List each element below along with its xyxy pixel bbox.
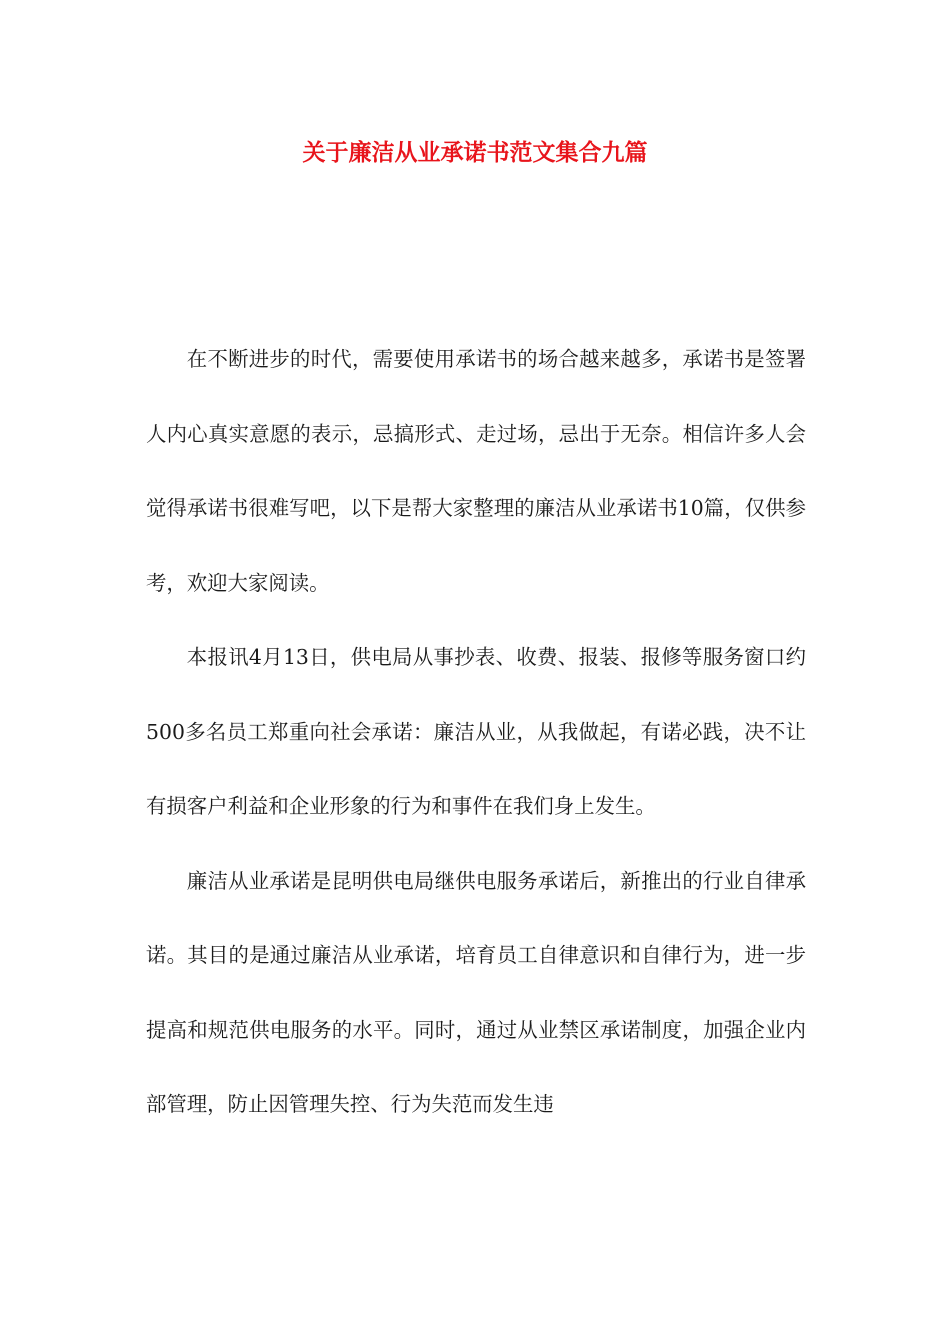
document-body <box>146 322 806 1142</box>
document-title: 关于廉洁从业承诺书范文集合九篇 <box>302 139 648 166</box>
paragraph-intro: 在不断进步的时代，需要使用承诺书的场合越来越多，承诺书是签署人内心真实意愿的表示，忌搞形式、走过场，忌出于无奈。相信许多人会觉得承诺书很难写吧，以下是帮大家整理的廉洁从业承诺书10篇，仅供参考，欢迎大家阅读。 <box>146 347 806 595</box>
paragraph-commitment-purpose: 廉洁从业承诺是昆明供电局继供电服务承诺后，新推出的行业自律承诺。其目的是通过廉洁从业承诺，培育员工自律意识和自律行为，进一步提高和规范供电服务的水平。同时，通过从业禁区承诺制度，加强企业内部管理，防止因管理失控、行为失范而发生违 <box>146 868 806 1116</box>
paragraph-news-report: 本报讯4月13日，供电局从事抄表、收费、报装、报修等服务窗口约500多名员工郑重向社会承诺：廉洁从业，从我做起，有诺必践，决不让有损客户利益和企业形象的行为和事件在我们身上发生。 <box>146 645 806 818</box>
